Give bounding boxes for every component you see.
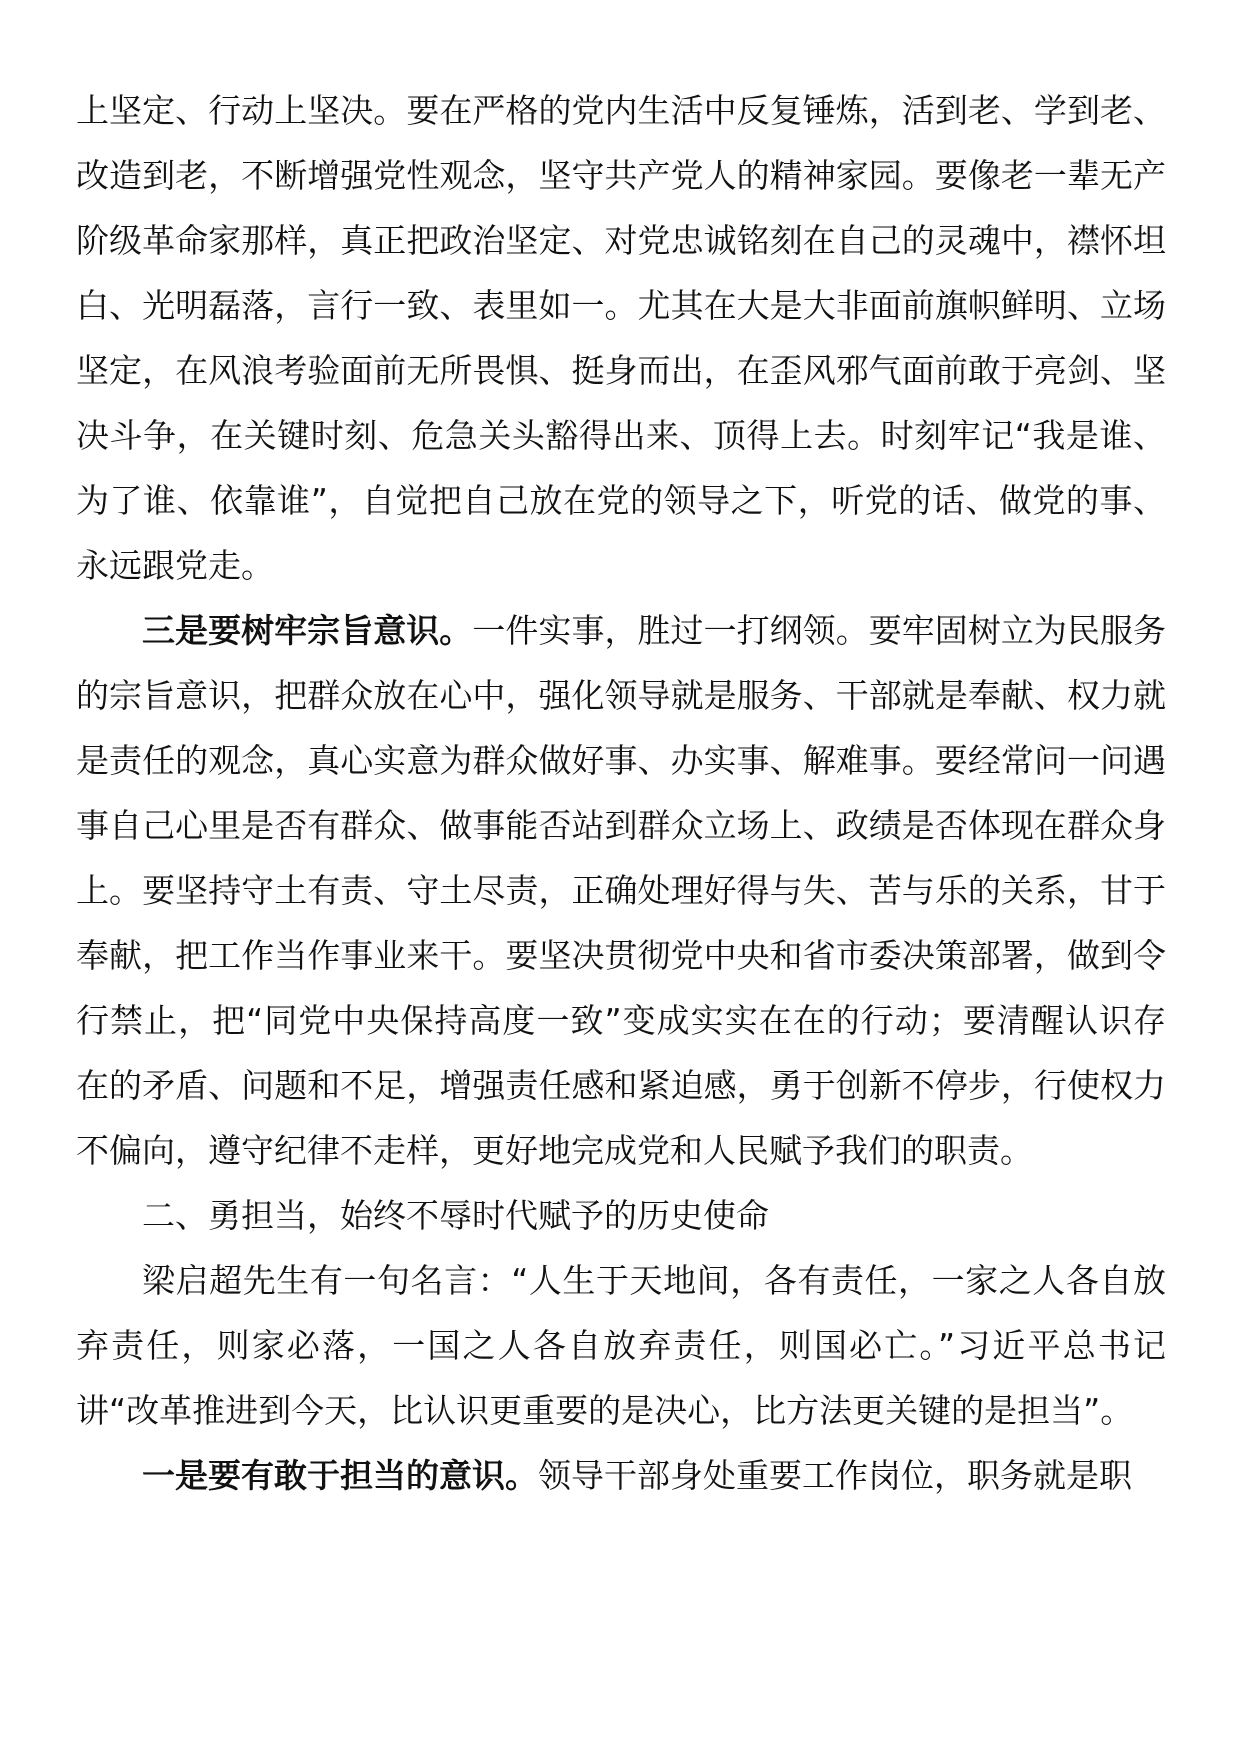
document-page — [76, 78, 1166, 1508]
paragraph-body: 领导干部身处重要工作岗位，职务就是职 — [538, 1456, 1132, 1495]
paragraph-lead: 三是要树牢宗旨意识。 — [142, 611, 473, 650]
paragraph-responsibility-awareness — [76, 1443, 1166, 1508]
paragraph-purpose-awareness — [76, 598, 1166, 1183]
section-heading: 二、勇担当，始终不辱时代赋予的历史使命 — [142, 1196, 769, 1235]
paragraph-lead: 一是要有敢于担当的意识。 — [142, 1456, 538, 1495]
paragraph-political-firmness: 上坚定、行动上坚决。要在严格的党内生活中反复锤炼，活到老、学到老、改造到老，不断增强党性观念，坚守共产党人的精神家园。要像老一辈无产阶级革命家那样，真正把政治坚定、对党忠诚铭刻在自己的灵魂中，襟怀坦白、光明磊落，言行一致、表里如一。尤其在大是大非面前旗帜鲜明、立场坚定，在风浪考验面前无所畏惧、挺身而出，在歪风邪气面前敢于亮剑、坚决斗争，在关键时刻、危急关头豁得出来、顶得上去。时刻牢记“我是谁、为了谁、依靠谁”，自觉把自己放在党的领导之下，听党的话、做党的事、永远跟党走。 — [76, 91, 1166, 585]
paragraph-body: 一件实事，胜过一打纲领。要牢固树立为民服务的宗旨意识，把群众放在心中，强化领导就是服务、干部就是奉献、权力就是责任的观念，真心实意为群众做好事、办实事、解难事。要经常问一问遇事自己心里是否有群众、做事能否站到群众立场上、政绩是否体现在群众身上。要坚持守土有责、守土尽责，正确处理好得与失、苦与乐的关系，甘于奉献，把工作当作事业来干。要坚决贯彻党中央和省市委决策部署，做到令行禁止，把“同党中央保持高度一致”变成实实在在的行动；要清醒认识存在的矛盾、问题和不足，增强责任感和紧迫感，勇于创新不停步，行使权力不偏向，遵守纪律不走样，更好地完成党和人民赋予我们的职责。 — [76, 611, 1167, 1170]
paragraph-liang-qichao-quote: 梁启超先生有一句名言：“人生于天地间，各有责任，一家之人各自放弃责任，则家必落，一国之人各自放弃责任，则国必亡。”习近平总书记讲“改革推进到今天，比认识更重要的是决心，比方法更关键的是担当”。 — [76, 1261, 1166, 1430]
